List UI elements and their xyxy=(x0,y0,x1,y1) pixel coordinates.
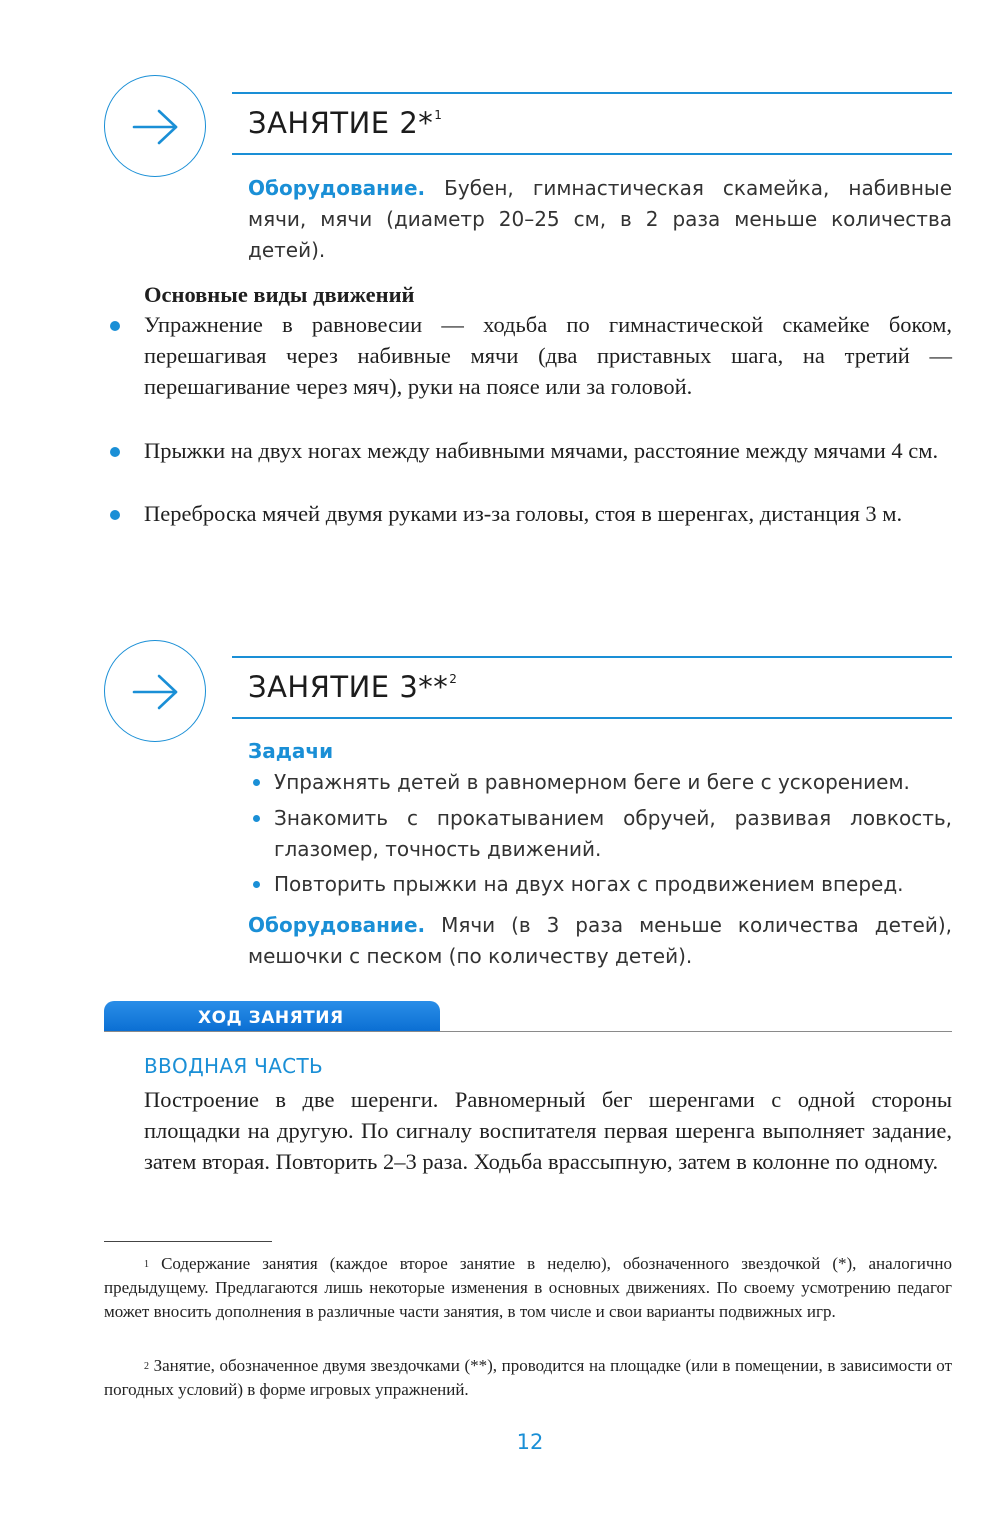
lesson2-top-rule xyxy=(232,92,952,94)
lesson2-bottom-rule xyxy=(232,153,952,155)
lesson3-equipment-text: Мячи (в 3 раза меньше количества детей), мешочки с песком (по количеству детей). xyxy=(248,913,953,968)
lesson3-equipment xyxy=(248,910,952,972)
footnote-2-num: 2 xyxy=(144,1361,149,1372)
intro-text: Построение в две шеренги. Равномерный бег шеренгами с одной стороны площадки на другую. По сигналу воспитателя первая шеренга выполняет задание, затем вторая. Повторить 2–3 раза. Ходьба врассыпную, затем в колонне по одному. xyxy=(144,1087,952,1174)
lesson2-title xyxy=(248,106,442,140)
lesson2-title-text: ЗАНЯТИЕ 2* xyxy=(248,106,434,140)
movement-item: Прыжки на двух ногах между набивными мячами, расстояние между мячами 4 см. xyxy=(144,438,939,463)
lesson2-equipment-label: Оборудование. xyxy=(248,176,426,200)
intro-title: ВВОДНАЯ ЧАСТЬ xyxy=(144,1054,323,1078)
bullet-dot-icon xyxy=(110,447,120,457)
lesson3-title xyxy=(248,670,457,704)
footnote-2 xyxy=(104,1354,952,1402)
bullet-dot-icon xyxy=(110,321,120,331)
arrow-right-icon xyxy=(132,672,180,712)
lesson3-bottom-rule xyxy=(232,717,952,719)
bullet-dot-icon xyxy=(253,815,260,822)
lesson2-arrow-circle xyxy=(104,75,206,177)
footnote-separator xyxy=(104,1241,272,1242)
lesson3-title-text: ЗАНЯТИЕ 3** xyxy=(248,670,449,704)
tasks-label-text: Задачи xyxy=(248,739,334,763)
movement-item: Упражнение в равновесии — ходьба по гимнастической скамейке боком, перешагивая через набивные мячи (два приставных шага, на третий — перешагивание через мяч), руки на поясе или за головой. xyxy=(144,312,952,399)
lesson2-equipment xyxy=(248,173,952,266)
bullet-dot-icon xyxy=(110,510,120,520)
main-movements-title: Основные виды движений xyxy=(144,282,415,307)
lesson3-top-rule xyxy=(232,656,952,658)
course-tab: ХОД ЗАНЯТИЯ xyxy=(104,1001,440,1031)
lesson2-equipment-text: Бубен, гимнастическая скамейка, набивные мячи, мячи (диаметр 20–25 см, в 2 раза меньше количества детей). xyxy=(248,176,953,262)
task-item: Упражнять детей в равномерном беге и беге с ускорением. xyxy=(274,770,910,794)
footnote-1 xyxy=(104,1252,952,1324)
task-item: Знакомить с прокатыванием обручей, развивая ловкость, глазомер, точность движений. xyxy=(274,806,952,861)
course-rule xyxy=(104,1031,952,1032)
arrow-right-icon xyxy=(132,107,180,147)
tasks-label xyxy=(248,736,333,767)
footnote-1-num: 1 xyxy=(144,1259,149,1270)
movement-item: Переброска мячей двумя руками из-за головы, стоя в шеренгах, дистанция 3 м. xyxy=(144,501,903,526)
lesson3-arrow-circle xyxy=(104,640,206,742)
lesson3-equipment-label: Оборудование. xyxy=(248,913,426,937)
footnote-2-text: Занятие, обозначенное двумя звездочками (**), проводится на площадке (или в помещении, в зависимости от погодных условий) в форме игровых упражнений. xyxy=(104,1356,953,1399)
footnote-1-text: Содержание занятия (каждое второе занятие в неделю), обозначенного звездочкой (*), аналогично предыдущему. Предлагаются лишь некоторые изменения в основных движениях. По своему усмотрению педагог может вносить дополнения в различные части занятия, в том числе и свои варианты подвижных игр. xyxy=(104,1254,952,1321)
bullet-dot-icon xyxy=(253,779,260,786)
task-item: Повторить прыжки на двух ногах с продвижением вперед. xyxy=(274,872,904,896)
lesson3-footnote-ref: 2 xyxy=(449,672,458,686)
lesson2-footnote-ref: 1 xyxy=(434,108,443,122)
bullet-dot-icon xyxy=(253,881,260,888)
page-number: 12 xyxy=(516,1430,544,1454)
